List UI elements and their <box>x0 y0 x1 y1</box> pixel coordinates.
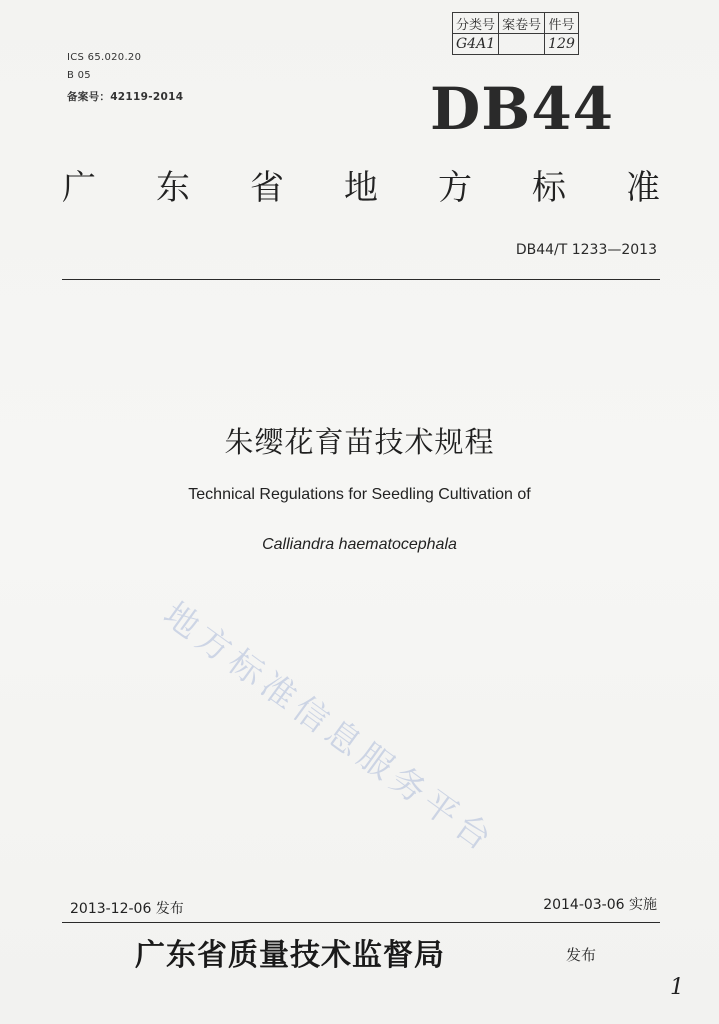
ics-code: ICS 65.020.20 <box>67 52 142 63</box>
implement-date: 2014-03-06 实施 <box>543 897 657 913</box>
standard-type-char: 准 <box>626 168 660 208</box>
document-title-english: Technical Regulations for Seedling Cultivation of <box>188 486 531 503</box>
db44-logo-code: DB44 <box>430 75 615 143</box>
watermark-text: 地方标准信息服务平台 <box>155 594 503 862</box>
stamp-value-category: G4A1 <box>453 34 499 55</box>
ccs-code: B 05 <box>67 70 91 81</box>
footer-divider <box>62 922 660 923</box>
standard-type-char: 广 <box>62 168 96 208</box>
standard-number: DB44/T 1233—2013 <box>515 242 657 258</box>
issuing-authority: 广东省质量技术监督局 <box>135 938 445 973</box>
stamp-value-item: 129 <box>545 34 579 55</box>
filing-number: 备案号：42119-2014 <box>67 91 184 103</box>
archive-stamp-table <box>452 12 579 55</box>
page-number: 1 <box>670 975 684 1000</box>
header-divider <box>62 279 660 280</box>
stamp-value-file <box>499 34 545 55</box>
standard-type-char: 东 <box>156 168 190 208</box>
publish-date: 2013-12-06 发布 <box>70 901 184 917</box>
standard-type-char: 标 <box>532 168 566 208</box>
stamp-header-category: 分类号 <box>453 13 499 34</box>
stamp-header-item: 件号 <box>545 13 579 34</box>
document-title-latin: Calliandra haematocephala <box>262 536 457 553</box>
standard-type-char: 方 <box>438 168 472 208</box>
standard-type-heading <box>62 160 660 209</box>
issuer-suffix: 发布 <box>566 946 597 964</box>
standard-type-char: 省 <box>250 168 284 208</box>
standard-type-char: 地 <box>344 168 378 208</box>
stamp-header-file: 案卷号 <box>499 13 545 34</box>
document-title-chinese: 朱缨花育苗技术规程 <box>224 425 495 459</box>
